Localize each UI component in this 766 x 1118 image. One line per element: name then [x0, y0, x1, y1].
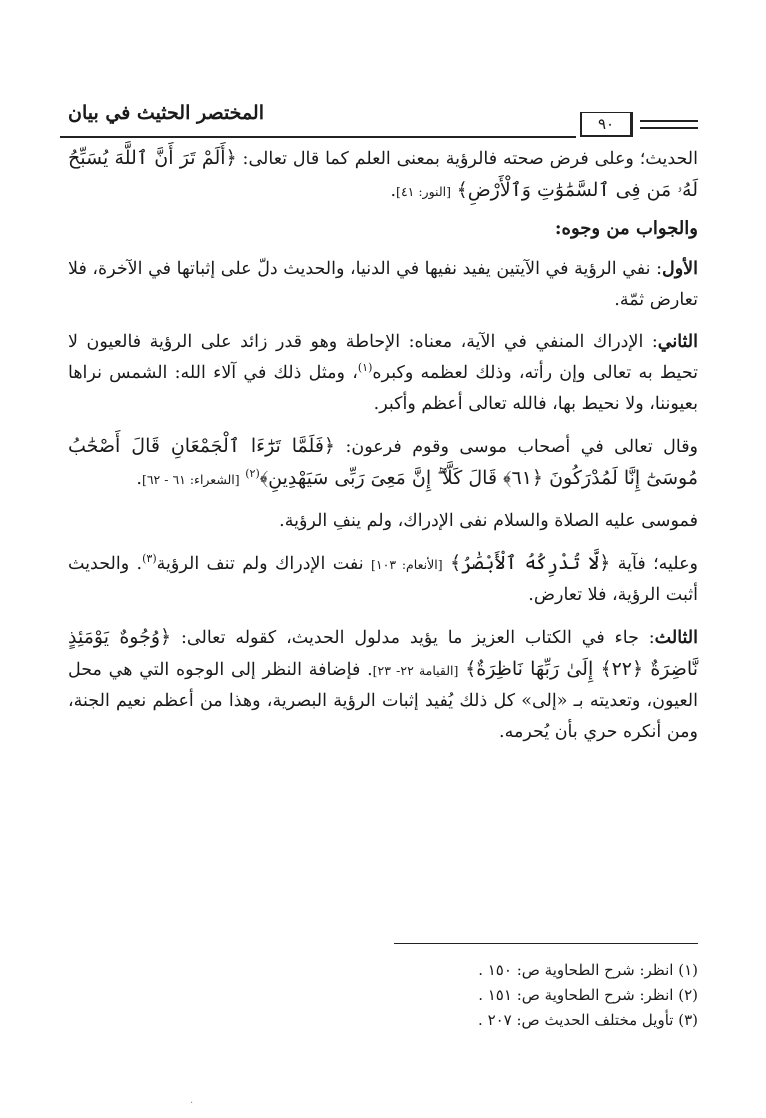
text: : نفي الرؤية في الآيتين يفيد نفيها في الدنيا، والحديث دلّ على إثباتها في الآخرة، فلا تعارض ثمّة. [68, 259, 698, 310]
paragraph-moses-conclusion: فموسى عليه الصلاة والسلام نفى الإدراك، ولم ينفِ الرؤية. [279, 511, 698, 531]
footnote-marker[interactable]: (٣) [142, 552, 157, 566]
page-header [60, 98, 696, 140]
verse-reference: [النور: ٤١] [396, 184, 451, 199]
header-ornament-line [640, 120, 698, 122]
point-label: الثالث [654, 628, 698, 648]
text: الحديث؛ وعلى فرض صحته فالرؤية بمعنى العلم كما قال تعالى: [236, 149, 698, 169]
text: وقال تعالى في أصحاب موسى وقوم فرعون: [335, 437, 699, 457]
text: . فإضافة النظر إلى الوجوه التي هي محل العيون، وتعديته بـ «إلى» كل ذلك يُفيد إثبات الرؤية البصرية، وهذا من أعظم نعيم الجنة، ومن أنكره حري بأن يُحرمه. [68, 660, 698, 742]
point-label: الأول [661, 259, 698, 279]
quran-verse: ﴿لَّا تُدْرِكُهُ ٱلْأَبْصَٰرُ﴾ [449, 552, 611, 574]
text: . [136, 469, 142, 489]
verse-reference: [الأنعام: ١٠٣] [371, 557, 443, 572]
paragraph-moses [68, 431, 698, 495]
footnote: (١) انظر: شرح الطحاوية ص: ١٥٠ . [478, 961, 698, 979]
text: نفت الإدراك ولم تنف الرؤية [156, 554, 372, 574]
text: : الإدراك المنفي في الآية، معناه: الإحاطة وهو قدر زائد على الرؤية فالعيون لا تحيط به تعالى وإن رأته، وذلك لعظمه وكبره [68, 332, 698, 383]
body-text [68, 143, 698, 759]
text: : جاء في الكتاب العزيز ما يؤيد مدلول الحديث، كقوله تعالى: [171, 628, 655, 648]
paragraph-intro [68, 143, 698, 207]
quran-verse: ﴿فَلَمَّا تَرَٰٓءَا ٱلْجَمْعَانِ قَالَ أَصْحَٰبُ مُوسَىٰٓ إِنَّا لَمُدْرَكُونَ ﴿٦١﴾ قَالَ كَلَّآ ۖ إِنَّ مَعِىَ رَبِّى سَيَهْدِينِ﴾ [68, 435, 698, 489]
point-label: الثاني [657, 332, 698, 352]
header-ornament-line [640, 127, 698, 129]
footnote: (٣) تأويل مختلف الحديث ص: ٢٠٧ . [478, 1011, 698, 1029]
scan-mark: · [190, 1098, 194, 1109]
text: . [390, 181, 397, 201]
text: وعليه؛ فآية [610, 554, 698, 574]
paragraph-second [68, 327, 698, 420]
verse-reference: [القيامة ٢٢- ٢٣] [372, 663, 459, 678]
footnote-separator [394, 943, 698, 944]
paragraph-third [68, 622, 698, 748]
text: . والحديث أثبت الرؤية، فلا تعارض. [68, 554, 698, 605]
footnotes [300, 958, 698, 1033]
header-rule [60, 136, 576, 138]
footnote-marker[interactable]: (٢) [245, 467, 260, 481]
footnote: (٢) انظر: شرح الطحاوية ص: ١٥١ . [478, 986, 698, 1004]
quran-verse: ﴿وُجُوهٌ يَوْمَئِذٍ نَّاضِرَةٌ ﴿٢٢﴾ إِلَىٰ رَبِّهَا نَاظِرَةٌ﴾ [68, 626, 699, 680]
page-number: ٩٠ [580, 112, 633, 137]
quran-verse: ﴿أَلَمْ تَرَ أَنَّ ٱللَّهَ يُسَبِّحُ لَهُۥ مَن فِى ٱلسَّمَٰوَٰتِ وَٱلْأَرْضِ﴾ [68, 147, 698, 201]
paragraph-first [68, 254, 698, 316]
section-heading: والجواب من وجوه: [554, 218, 698, 239]
verse-reference: [الشعراء: ٦١ - ٦٢] [141, 472, 240, 487]
footnote-marker[interactable]: (١) [357, 361, 373, 375]
book-title: المختصر الحثيث في بيان [68, 102, 264, 124]
text: ، ومثل ذلك في آلاء الله: الشمس نراها بعيوننا، ولا نحيط بها، فالله تعالى أعظم وأكبر. [68, 363, 698, 414]
paragraph-ayah [68, 548, 698, 611]
